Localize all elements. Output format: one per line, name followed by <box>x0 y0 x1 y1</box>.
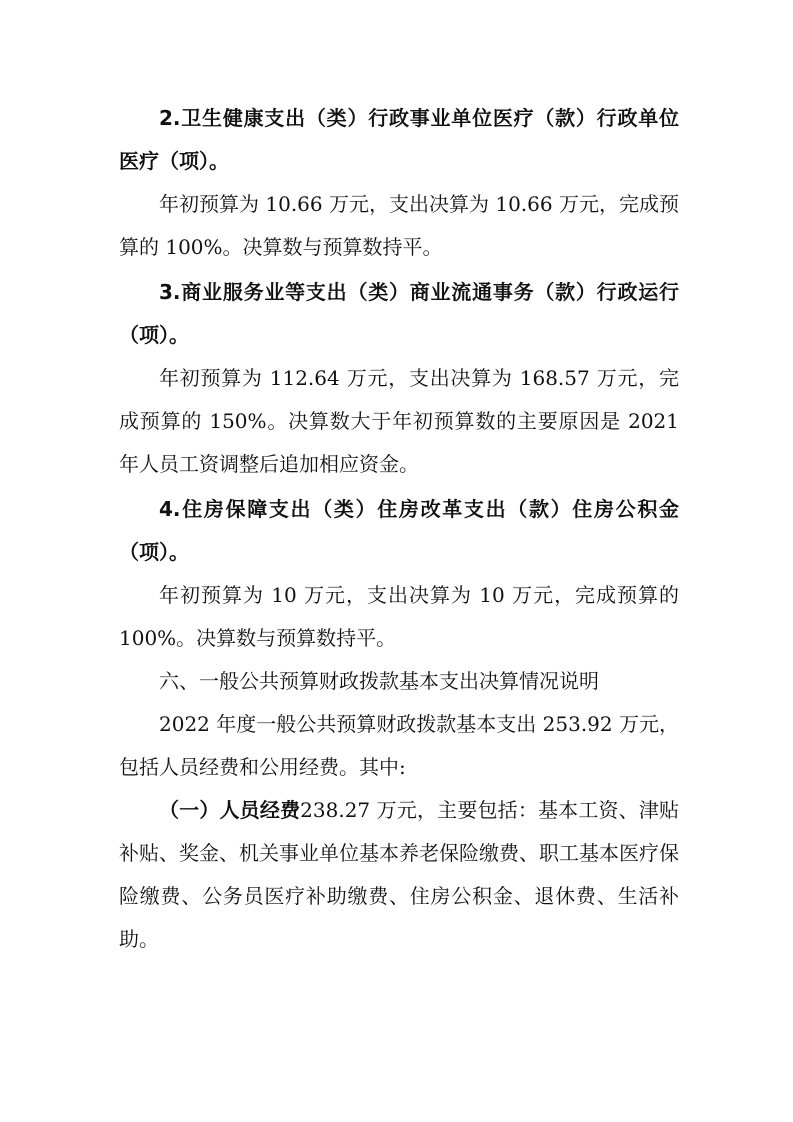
section-heading-commerce: 3.商业服务业等支出（类）商业流通事务（款）行政运行（项）。 <box>119 280 679 347</box>
paragraph-basic-expenditure: 2022 年度一般公共预算财政拨款基本支出 253.92 万元，包括人员经费和公用经费。其中: <box>119 712 679 779</box>
personnel-costs-text: 238.27 万元，主要包括：基本工资、津贴补贴、奖金、机关事业单位基本养老保险缴费、职工基本医疗保险缴费、公务员医疗补助缴费、住房公积金、退休费、生活补助。 <box>119 798 680 951</box>
paragraph-health: 年初预算为 10.66 万元，支出决算为 10.66 万元，完成预算的 100%。决算数与预算数持平。 <box>119 192 679 259</box>
personnel-costs-label: （一）人员经费 <box>159 798 301 822</box>
paragraph-commerce: 年初预算为 112.64 万元，支出决算为 168.57 万元，完成预算的 150%。决算数大于年初预算数的主要原因是 2021 年人员工资调整后追加相应资金。 <box>119 366 679 476</box>
section-heading-housing: 4.住房保障支出（类）住房改革支出（款）住房公积金（项）。 <box>119 497 679 564</box>
paragraph-housing: 年初预算为 10 万元，支出决算为 10 万元，完成预算的 100%。决算数与预算数持平。 <box>119 583 679 650</box>
document-body <box>119 97 679 961</box>
chapter-heading-basic-expenditure: 六、一般公共预算财政拨款基本支出决算情况说明 <box>159 669 599 693</box>
section-heading-health: 2.卫生健康支出（类）行政事业单位医疗（款）行政单位医疗（项）。 <box>119 106 679 173</box>
paragraph-personnel-costs <box>119 789 679 961</box>
